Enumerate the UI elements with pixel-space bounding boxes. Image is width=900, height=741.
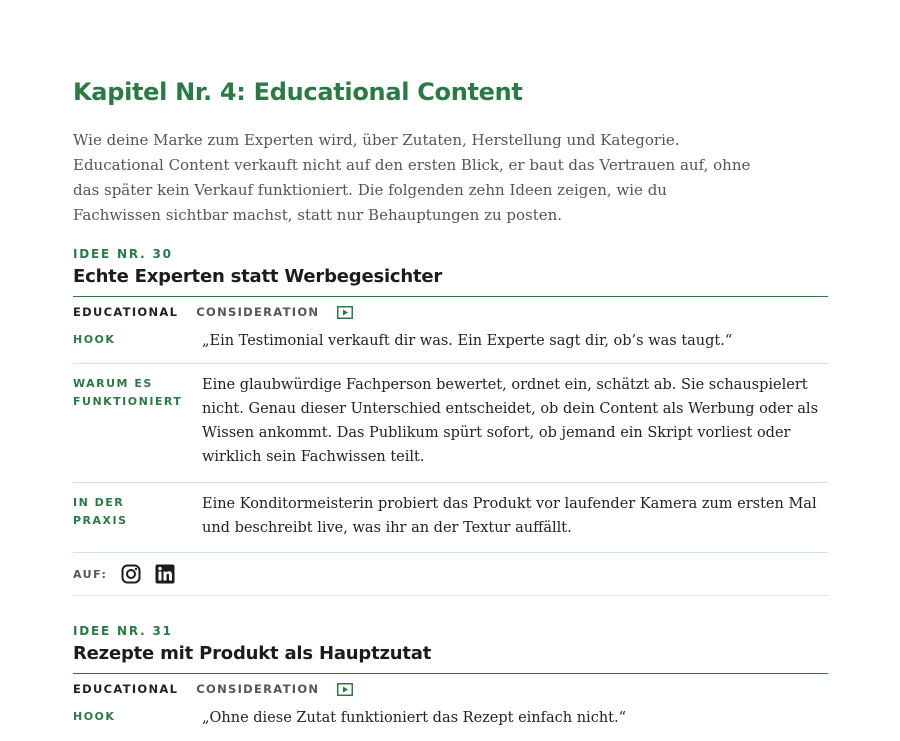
- tag-consideration: CONSIDERATION: [196, 682, 320, 696]
- row-hook: [73, 325, 828, 364]
- idea-title: Rezepte mit Produkt als Hauptzutat: [73, 643, 432, 664]
- tag-educational: EDUCATIONAL: [73, 682, 179, 696]
- idea-number: IDEE NR. 31: [73, 624, 173, 638]
- chapter-intro: Wie deine Marke zum Experten wird, über Zutaten, Herstellung und Kategorie. Educational Content verkauft nicht auf den ersten Blick, er baut das Vertrauen auf, ohne das später kein Verkauf funktioniert. Die folgenden zehn Ideen zeigen, wie du Fachwissen sichtbar machst, statt nur Behauptungen zu posten.: [73, 131, 751, 224]
- platform-row: [73, 553, 828, 596]
- row-text: „Ein Testimonial verkauft dir was. Ein Experte sagt dir, ob’s was taugt.“: [202, 333, 733, 349]
- tag-consideration: CONSIDERATION: [196, 305, 320, 319]
- divider: [73, 296, 828, 297]
- row-practice: [73, 483, 828, 553]
- chapter-title-main: Educational Content: [253, 78, 523, 106]
- divider: [73, 673, 828, 674]
- linkedin-icon: [155, 564, 175, 584]
- idea-title: Echte Experten statt Werbegesichter: [73, 266, 443, 287]
- platform-label: AUF:: [73, 567, 108, 581]
- video-icon: [337, 306, 353, 319]
- row-label: HOOK: [73, 333, 116, 346]
- idea-card: [73, 624, 828, 741]
- row-label: WARUM ES FUNKTIONIERT: [73, 377, 183, 408]
- row-text: Eine glaubwürdige Fachperson bewertet, ordnet ein, schätzt ab. Sie schauspielert nicht. Genau dieser Unterschied entscheidet, ob dein Content als Werbung oder als Wissen ankommt. Das Publikum spürt sofort, ob jemand ein Skript vorliest oder wirklich sein Fachwissen teilt.: [202, 377, 819, 465]
- idea-number: IDEE NR. 30: [73, 247, 173, 261]
- row-text: Eine Konditormeisterin probiert das Produkt vor laufender Kamera zum ersten Mal und beschreibt live, was ihr an der Textur auffällt.: [202, 496, 817, 536]
- row-text: „Ohne diese Zutat funktioniert das Rezept einfach nicht.“: [202, 710, 627, 726]
- chapter-title-prefix: Kapitel Nr. 4:: [73, 78, 254, 106]
- idea-card: [73, 247, 828, 596]
- row-hook: [73, 702, 828, 741]
- row-label: HOOK: [73, 710, 116, 723]
- video-icon: [337, 683, 353, 696]
- tag-educational: EDUCATIONAL: [73, 305, 179, 319]
- tag-row: [73, 676, 828, 702]
- row-label: IN DER PRAXIS: [73, 496, 128, 527]
- tag-row: [73, 299, 828, 325]
- chapter-title: [73, 78, 523, 106]
- instagram-icon: [121, 564, 141, 584]
- row-why: [73, 364, 828, 483]
